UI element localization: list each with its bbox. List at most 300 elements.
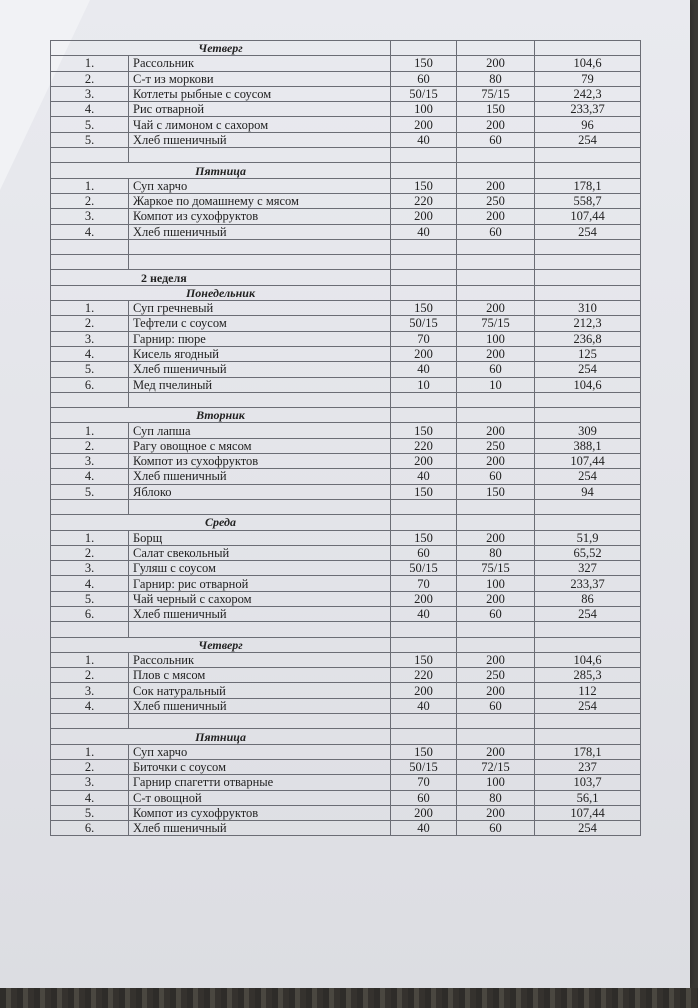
day-heading <box>51 637 641 652</box>
portion-large: 80 <box>457 71 535 86</box>
portion-small: 50/15 <box>391 316 457 331</box>
table-row <box>51 775 641 790</box>
energy-value: 310 <box>535 301 641 316</box>
empty-cell <box>457 41 535 56</box>
empty-cell <box>391 148 457 163</box>
blank-row <box>51 622 641 637</box>
item-number: 1. <box>51 652 129 667</box>
dish-name: Гуляш с соусом <box>129 561 391 576</box>
portion-large: 200 <box>457 591 535 606</box>
empty-cell <box>457 622 535 637</box>
portion-small: 200 <box>391 591 457 606</box>
empty-cell <box>391 637 457 652</box>
energy-value: 107,44 <box>535 209 641 224</box>
table-row <box>51 698 641 713</box>
portion-large: 200 <box>457 301 535 316</box>
empty-cell <box>535 637 641 652</box>
day-heading-label: Четверг <box>51 637 391 652</box>
empty-cell <box>391 163 457 178</box>
dish-name: Кисель ягодный <box>129 346 391 361</box>
empty-cell <box>391 285 457 300</box>
empty-cell <box>457 408 535 423</box>
table-row <box>51 683 641 698</box>
item-number: 3. <box>51 209 129 224</box>
table-row <box>51 530 641 545</box>
table-row <box>51 591 641 606</box>
item-number: 3. <box>51 86 129 101</box>
portion-small: 150 <box>391 652 457 667</box>
energy-value: 86 <box>535 591 641 606</box>
portion-small: 50/15 <box>391 86 457 101</box>
item-number: 3. <box>51 561 129 576</box>
table-row <box>51 56 641 71</box>
table-row <box>51 576 641 591</box>
empty-cell <box>391 392 457 407</box>
portion-small: 150 <box>391 301 457 316</box>
empty-cell <box>457 285 535 300</box>
portion-large: 10 <box>457 377 535 392</box>
empty-cell <box>535 255 641 270</box>
energy-value: 112 <box>535 683 641 698</box>
portion-small: 50/15 <box>391 561 457 576</box>
empty-cell <box>457 729 535 744</box>
table-row <box>51 209 641 224</box>
empty-cell <box>457 714 535 729</box>
empty-cell <box>51 392 129 407</box>
table-row <box>51 193 641 208</box>
empty-cell <box>457 637 535 652</box>
dish-name: Рассольник <box>129 652 391 667</box>
energy-value: 178,1 <box>535 744 641 759</box>
energy-value: 558,7 <box>535 193 641 208</box>
item-number: 3. <box>51 454 129 469</box>
portion-large: 80 <box>457 790 535 805</box>
dish-name: Тефтели с соусом <box>129 316 391 331</box>
dish-name: Компот из сухофруктов <box>129 454 391 469</box>
empty-cell <box>51 239 129 254</box>
portion-large: 60 <box>457 698 535 713</box>
energy-value: 104,6 <box>535 652 641 667</box>
portion-large: 200 <box>457 209 535 224</box>
table-row <box>51 759 641 774</box>
item-number: 2. <box>51 316 129 331</box>
dish-name: С-т из моркови <box>129 71 391 86</box>
day-heading-label: Среда <box>51 515 391 530</box>
item-number: 4. <box>51 224 129 239</box>
dish-name: Хлеб пшеничный <box>129 362 391 377</box>
dish-name: Чай с лимоном с сахором <box>129 117 391 132</box>
energy-value: 104,6 <box>535 377 641 392</box>
energy-value: 254 <box>535 132 641 147</box>
portion-large: 72/15 <box>457 759 535 774</box>
portion-large: 200 <box>457 683 535 698</box>
portion-small: 40 <box>391 698 457 713</box>
dish-name: Хлеб пшеничный <box>129 698 391 713</box>
day-heading-label: Пятница <box>51 729 391 744</box>
item-number: 4. <box>51 469 129 484</box>
menu-sheet <box>50 40 640 836</box>
item-number: 1. <box>51 178 129 193</box>
portion-small: 220 <box>391 668 457 683</box>
portion-small: 150 <box>391 530 457 545</box>
portion-large: 75/15 <box>457 316 535 331</box>
table-row <box>51 821 641 836</box>
table-row <box>51 346 641 361</box>
day-heading <box>51 285 641 300</box>
portion-small: 50/15 <box>391 759 457 774</box>
table-row <box>51 117 641 132</box>
table-row <box>51 132 641 147</box>
portion-large: 200 <box>457 652 535 667</box>
item-number: 1. <box>51 530 129 545</box>
dish-name: Сок натуральный <box>129 683 391 698</box>
portion-small: 200 <box>391 346 457 361</box>
portion-large: 60 <box>457 132 535 147</box>
blank-row <box>51 255 641 270</box>
energy-value: 107,44 <box>535 454 641 469</box>
blank-row <box>51 148 641 163</box>
blank-row <box>51 239 641 254</box>
empty-cell <box>457 392 535 407</box>
portion-large: 80 <box>457 545 535 560</box>
empty-cell <box>535 285 641 300</box>
empty-cell <box>51 499 129 514</box>
energy-value: 254 <box>535 821 641 836</box>
portion-small: 220 <box>391 438 457 453</box>
table-row <box>51 178 641 193</box>
table-row <box>51 362 641 377</box>
portion-small: 200 <box>391 805 457 820</box>
dish-name: Суп харчо <box>129 744 391 759</box>
empty-cell <box>51 148 129 163</box>
table-row <box>51 86 641 101</box>
dish-name: Хлеб пшеничный <box>129 821 391 836</box>
portion-small: 200 <box>391 209 457 224</box>
dish-name: Мед пчелиный <box>129 377 391 392</box>
portion-large: 250 <box>457 668 535 683</box>
day-heading <box>51 729 641 744</box>
portion-small: 40 <box>391 362 457 377</box>
day-heading-label: Пятница <box>51 163 391 178</box>
week-heading <box>51 270 641 285</box>
item-number: 2. <box>51 71 129 86</box>
table-row <box>51 224 641 239</box>
table-row <box>51 545 641 560</box>
portion-large: 250 <box>457 193 535 208</box>
week-heading-label: 2 неделя <box>51 270 391 285</box>
dish-name: Котлеты рыбные с соусом <box>129 86 391 101</box>
energy-value: 96 <box>535 117 641 132</box>
portion-large: 75/15 <box>457 86 535 101</box>
menu-table-body <box>51 41 641 836</box>
portion-large: 200 <box>457 117 535 132</box>
item-number: 1. <box>51 56 129 71</box>
empty-cell <box>457 515 535 530</box>
empty-cell <box>457 239 535 254</box>
portion-large: 200 <box>457 454 535 469</box>
item-number: 5. <box>51 805 129 820</box>
portion-large: 200 <box>457 530 535 545</box>
item-number: 2. <box>51 545 129 560</box>
table-row <box>51 301 641 316</box>
energy-value: 254 <box>535 224 641 239</box>
empty-cell <box>535 148 641 163</box>
empty-cell <box>535 392 641 407</box>
portion-small: 150 <box>391 423 457 438</box>
empty-cell <box>391 729 457 744</box>
day-heading-label: Вторник <box>51 408 391 423</box>
portion-large: 250 <box>457 438 535 453</box>
energy-value: 104,6 <box>535 56 641 71</box>
energy-value: 233,37 <box>535 576 641 591</box>
portion-large: 200 <box>457 423 535 438</box>
portion-small: 220 <box>391 193 457 208</box>
portion-small: 40 <box>391 224 457 239</box>
dish-name: Компот из сухофруктов <box>129 209 391 224</box>
item-number: 5. <box>51 591 129 606</box>
dish-name: Рассольник <box>129 56 391 71</box>
blank-row <box>51 714 641 729</box>
table-row <box>51 423 641 438</box>
dish-name: Гарнир спагетти отварные <box>129 775 391 790</box>
portion-large: 150 <box>457 484 535 499</box>
table-row <box>51 606 641 621</box>
empty-cell <box>51 622 129 637</box>
empty-cell <box>391 499 457 514</box>
table-row <box>51 377 641 392</box>
item-number: 4. <box>51 102 129 117</box>
empty-cell <box>129 239 391 254</box>
energy-value: 327 <box>535 561 641 576</box>
energy-value: 388,1 <box>535 438 641 453</box>
table-row <box>51 484 641 499</box>
item-number: 5. <box>51 132 129 147</box>
portion-small: 10 <box>391 377 457 392</box>
dish-name: Компот из сухофруктов <box>129 805 391 820</box>
item-number: 3. <box>51 775 129 790</box>
portion-small: 40 <box>391 606 457 621</box>
energy-value: 107,44 <box>535 805 641 820</box>
portion-small: 100 <box>391 102 457 117</box>
portion-small: 40 <box>391 132 457 147</box>
empty-cell <box>391 714 457 729</box>
dish-name: Чай черный с сахором <box>129 591 391 606</box>
dish-name: Гарнир: рис отварной <box>129 576 391 591</box>
empty-cell <box>129 622 391 637</box>
table-row <box>51 331 641 346</box>
portion-large: 150 <box>457 102 535 117</box>
item-number: 3. <box>51 683 129 698</box>
portion-small: 70 <box>391 775 457 790</box>
day-heading <box>51 41 641 56</box>
empty-cell <box>457 255 535 270</box>
item-number: 1. <box>51 423 129 438</box>
table-row <box>51 744 641 759</box>
empty-cell <box>535 163 641 178</box>
portion-small: 60 <box>391 71 457 86</box>
dish-name: Суп гречневый <box>129 301 391 316</box>
energy-value: 125 <box>535 346 641 361</box>
empty-cell <box>391 408 457 423</box>
item-number: 6. <box>51 606 129 621</box>
table-row <box>51 652 641 667</box>
dish-name: Гарнир: пюре <box>129 331 391 346</box>
item-number: 2. <box>51 438 129 453</box>
portion-small: 150 <box>391 744 457 759</box>
item-number: 1. <box>51 744 129 759</box>
table-row <box>51 668 641 683</box>
dish-name: Рагу овощное с мясом <box>129 438 391 453</box>
empty-cell <box>535 239 641 254</box>
energy-value: 212,3 <box>535 316 641 331</box>
item-number: 4. <box>51 346 129 361</box>
portion-small: 150 <box>391 178 457 193</box>
portion-small: 150 <box>391 484 457 499</box>
portion-large: 200 <box>457 744 535 759</box>
empty-cell <box>535 499 641 514</box>
dish-name: Хлеб пшеничный <box>129 606 391 621</box>
table-row <box>51 102 641 117</box>
portion-large: 100 <box>457 775 535 790</box>
empty-cell <box>535 41 641 56</box>
table-row <box>51 561 641 576</box>
portion-large: 200 <box>457 805 535 820</box>
energy-value: 56,1 <box>535 790 641 805</box>
empty-cell <box>391 622 457 637</box>
day-heading <box>51 163 641 178</box>
table-row <box>51 71 641 86</box>
dish-name: Хлеб пшеничный <box>129 132 391 147</box>
energy-value: 94 <box>535 484 641 499</box>
energy-value: 254 <box>535 698 641 713</box>
portion-small: 40 <box>391 821 457 836</box>
portion-small: 200 <box>391 683 457 698</box>
item-number: 5. <box>51 117 129 132</box>
portion-small: 70 <box>391 576 457 591</box>
portion-large: 200 <box>457 56 535 71</box>
table-row <box>51 316 641 331</box>
empty-cell <box>457 148 535 163</box>
table-row <box>51 805 641 820</box>
empty-cell <box>535 714 641 729</box>
item-number: 6. <box>51 377 129 392</box>
day-heading <box>51 408 641 423</box>
item-number: 3. <box>51 331 129 346</box>
portion-large: 200 <box>457 346 535 361</box>
portion-small: 200 <box>391 454 457 469</box>
empty-cell <box>391 41 457 56</box>
empty-cell <box>535 622 641 637</box>
empty-cell <box>51 714 129 729</box>
tablecloth-background <box>0 988 698 1008</box>
dish-name: Суп лапша <box>129 423 391 438</box>
dish-name: Яблоко <box>129 484 391 499</box>
dish-name: Хлеб пшеничный <box>129 469 391 484</box>
item-number: 4. <box>51 790 129 805</box>
item-number: 4. <box>51 576 129 591</box>
empty-cell <box>535 270 641 285</box>
portion-large: 100 <box>457 331 535 346</box>
dish-name: Жаркое по домашнему с мясом <box>129 193 391 208</box>
portion-large: 60 <box>457 821 535 836</box>
item-number: 2. <box>51 193 129 208</box>
empty-cell <box>129 392 391 407</box>
empty-cell <box>391 515 457 530</box>
item-number: 2. <box>51 759 129 774</box>
blank-row <box>51 499 641 514</box>
item-number: 5. <box>51 362 129 377</box>
portion-small: 150 <box>391 56 457 71</box>
item-number: 6. <box>51 821 129 836</box>
energy-value: 254 <box>535 362 641 377</box>
portion-large: 60 <box>457 606 535 621</box>
empty-cell <box>129 714 391 729</box>
dish-name: Биточки с соусом <box>129 759 391 774</box>
empty-cell <box>391 239 457 254</box>
energy-value: 285,3 <box>535 668 641 683</box>
table-row <box>51 469 641 484</box>
energy-value: 103,7 <box>535 775 641 790</box>
energy-value: 65,52 <box>535 545 641 560</box>
portion-small: 60 <box>391 545 457 560</box>
empty-cell <box>51 255 129 270</box>
energy-value: 254 <box>535 606 641 621</box>
portion-large: 60 <box>457 469 535 484</box>
item-number: 5. <box>51 484 129 499</box>
empty-cell <box>129 148 391 163</box>
item-number: 1. <box>51 301 129 316</box>
portion-large: 60 <box>457 224 535 239</box>
day-heading <box>51 515 641 530</box>
empty-cell <box>129 499 391 514</box>
table-row <box>51 438 641 453</box>
portion-small: 60 <box>391 790 457 805</box>
item-number: 2. <box>51 668 129 683</box>
energy-value: 233,37 <box>535 102 641 117</box>
portion-large: 100 <box>457 576 535 591</box>
empty-cell <box>391 270 457 285</box>
empty-cell <box>535 729 641 744</box>
dish-name: Борщ <box>129 530 391 545</box>
energy-value: 178,1 <box>535 178 641 193</box>
day-heading-label: Понедельник <box>51 285 391 300</box>
table-row <box>51 454 641 469</box>
empty-cell <box>535 515 641 530</box>
empty-cell <box>129 255 391 270</box>
energy-value: 254 <box>535 469 641 484</box>
portion-large: 60 <box>457 362 535 377</box>
energy-value: 242,3 <box>535 86 641 101</box>
dish-name: С-т овощной <box>129 790 391 805</box>
empty-cell <box>457 270 535 285</box>
table-row <box>51 790 641 805</box>
dish-name: Салат свекольный <box>129 545 391 560</box>
energy-value: 309 <box>535 423 641 438</box>
empty-cell <box>457 499 535 514</box>
energy-value: 237 <box>535 759 641 774</box>
blank-row <box>51 392 641 407</box>
energy-value: 79 <box>535 71 641 86</box>
portion-small: 70 <box>391 331 457 346</box>
portion-large: 75/15 <box>457 561 535 576</box>
dish-name: Хлеб пшеничный <box>129 224 391 239</box>
portion-small: 40 <box>391 469 457 484</box>
dish-name: Плов с мясом <box>129 668 391 683</box>
dish-name: Рис отварной <box>129 102 391 117</box>
dish-name: Суп харчо <box>129 178 391 193</box>
energy-value: 236,8 <box>535 331 641 346</box>
energy-value: 51,9 <box>535 530 641 545</box>
